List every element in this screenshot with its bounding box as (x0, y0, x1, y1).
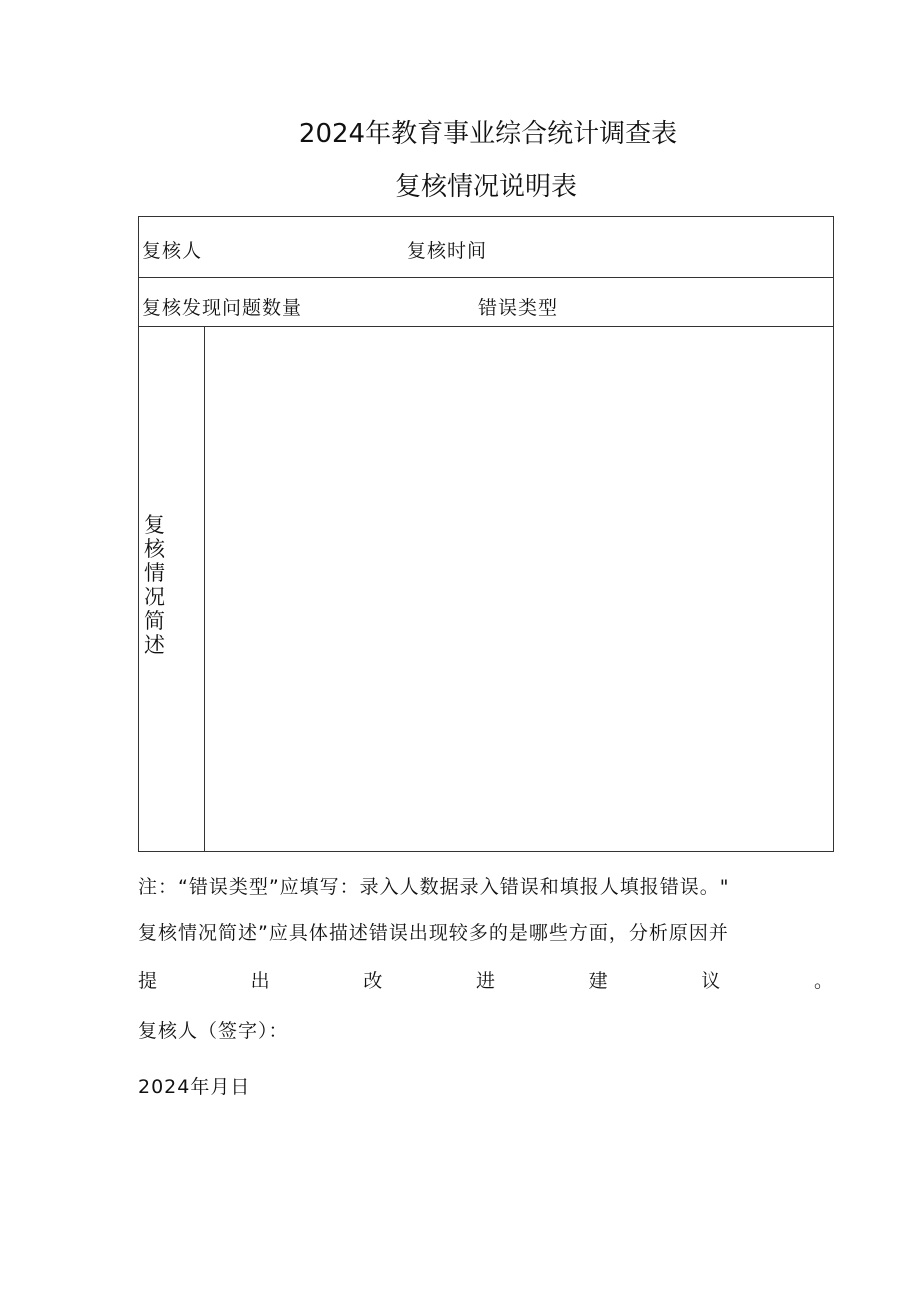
note-char: 。 (813, 970, 834, 992)
note-line-3 (138, 966, 834, 993)
note-char: 改 (363, 970, 384, 992)
form-row-reviewer (139, 217, 833, 278)
review-time-label: 复核时间 (407, 240, 488, 262)
summary-label-cell (139, 327, 205, 851)
summary-content-area[interactable] (205, 327, 833, 851)
note-line-2: 复核情况简述”应具体描述错误出现较多的是哪些方面，分析原因并 (138, 922, 729, 944)
note-line-1: 注：“错误类型”应填写：录入人数据录入错误和填报人填报错误。" (138, 876, 730, 898)
date-text: 2024年月日 (138, 1076, 251, 1098)
form-row-summary (139, 327, 833, 851)
review-form-table (138, 216, 834, 852)
note-char: 出 (250, 970, 271, 992)
error-type-label: 错误类型 (478, 297, 559, 319)
note-char: 建 (588, 970, 609, 992)
document-subtitle: 复核情况说明表 (394, 172, 577, 202)
signature-label: 复核人（签字）： (138, 1020, 289, 1042)
reviewer-label: 复核人 (142, 240, 203, 262)
note-char: 进 (475, 970, 496, 992)
summary-label: 复核情况简述 (144, 513, 165, 657)
form-row-issues (139, 278, 833, 327)
document-title: 2024年教育事业综合统计调查表 (298, 119, 678, 149)
note-char: 议 (701, 970, 722, 992)
issue-count-label: 复核发现问题数量 (142, 297, 303, 319)
note-char: 提 (138, 970, 159, 992)
